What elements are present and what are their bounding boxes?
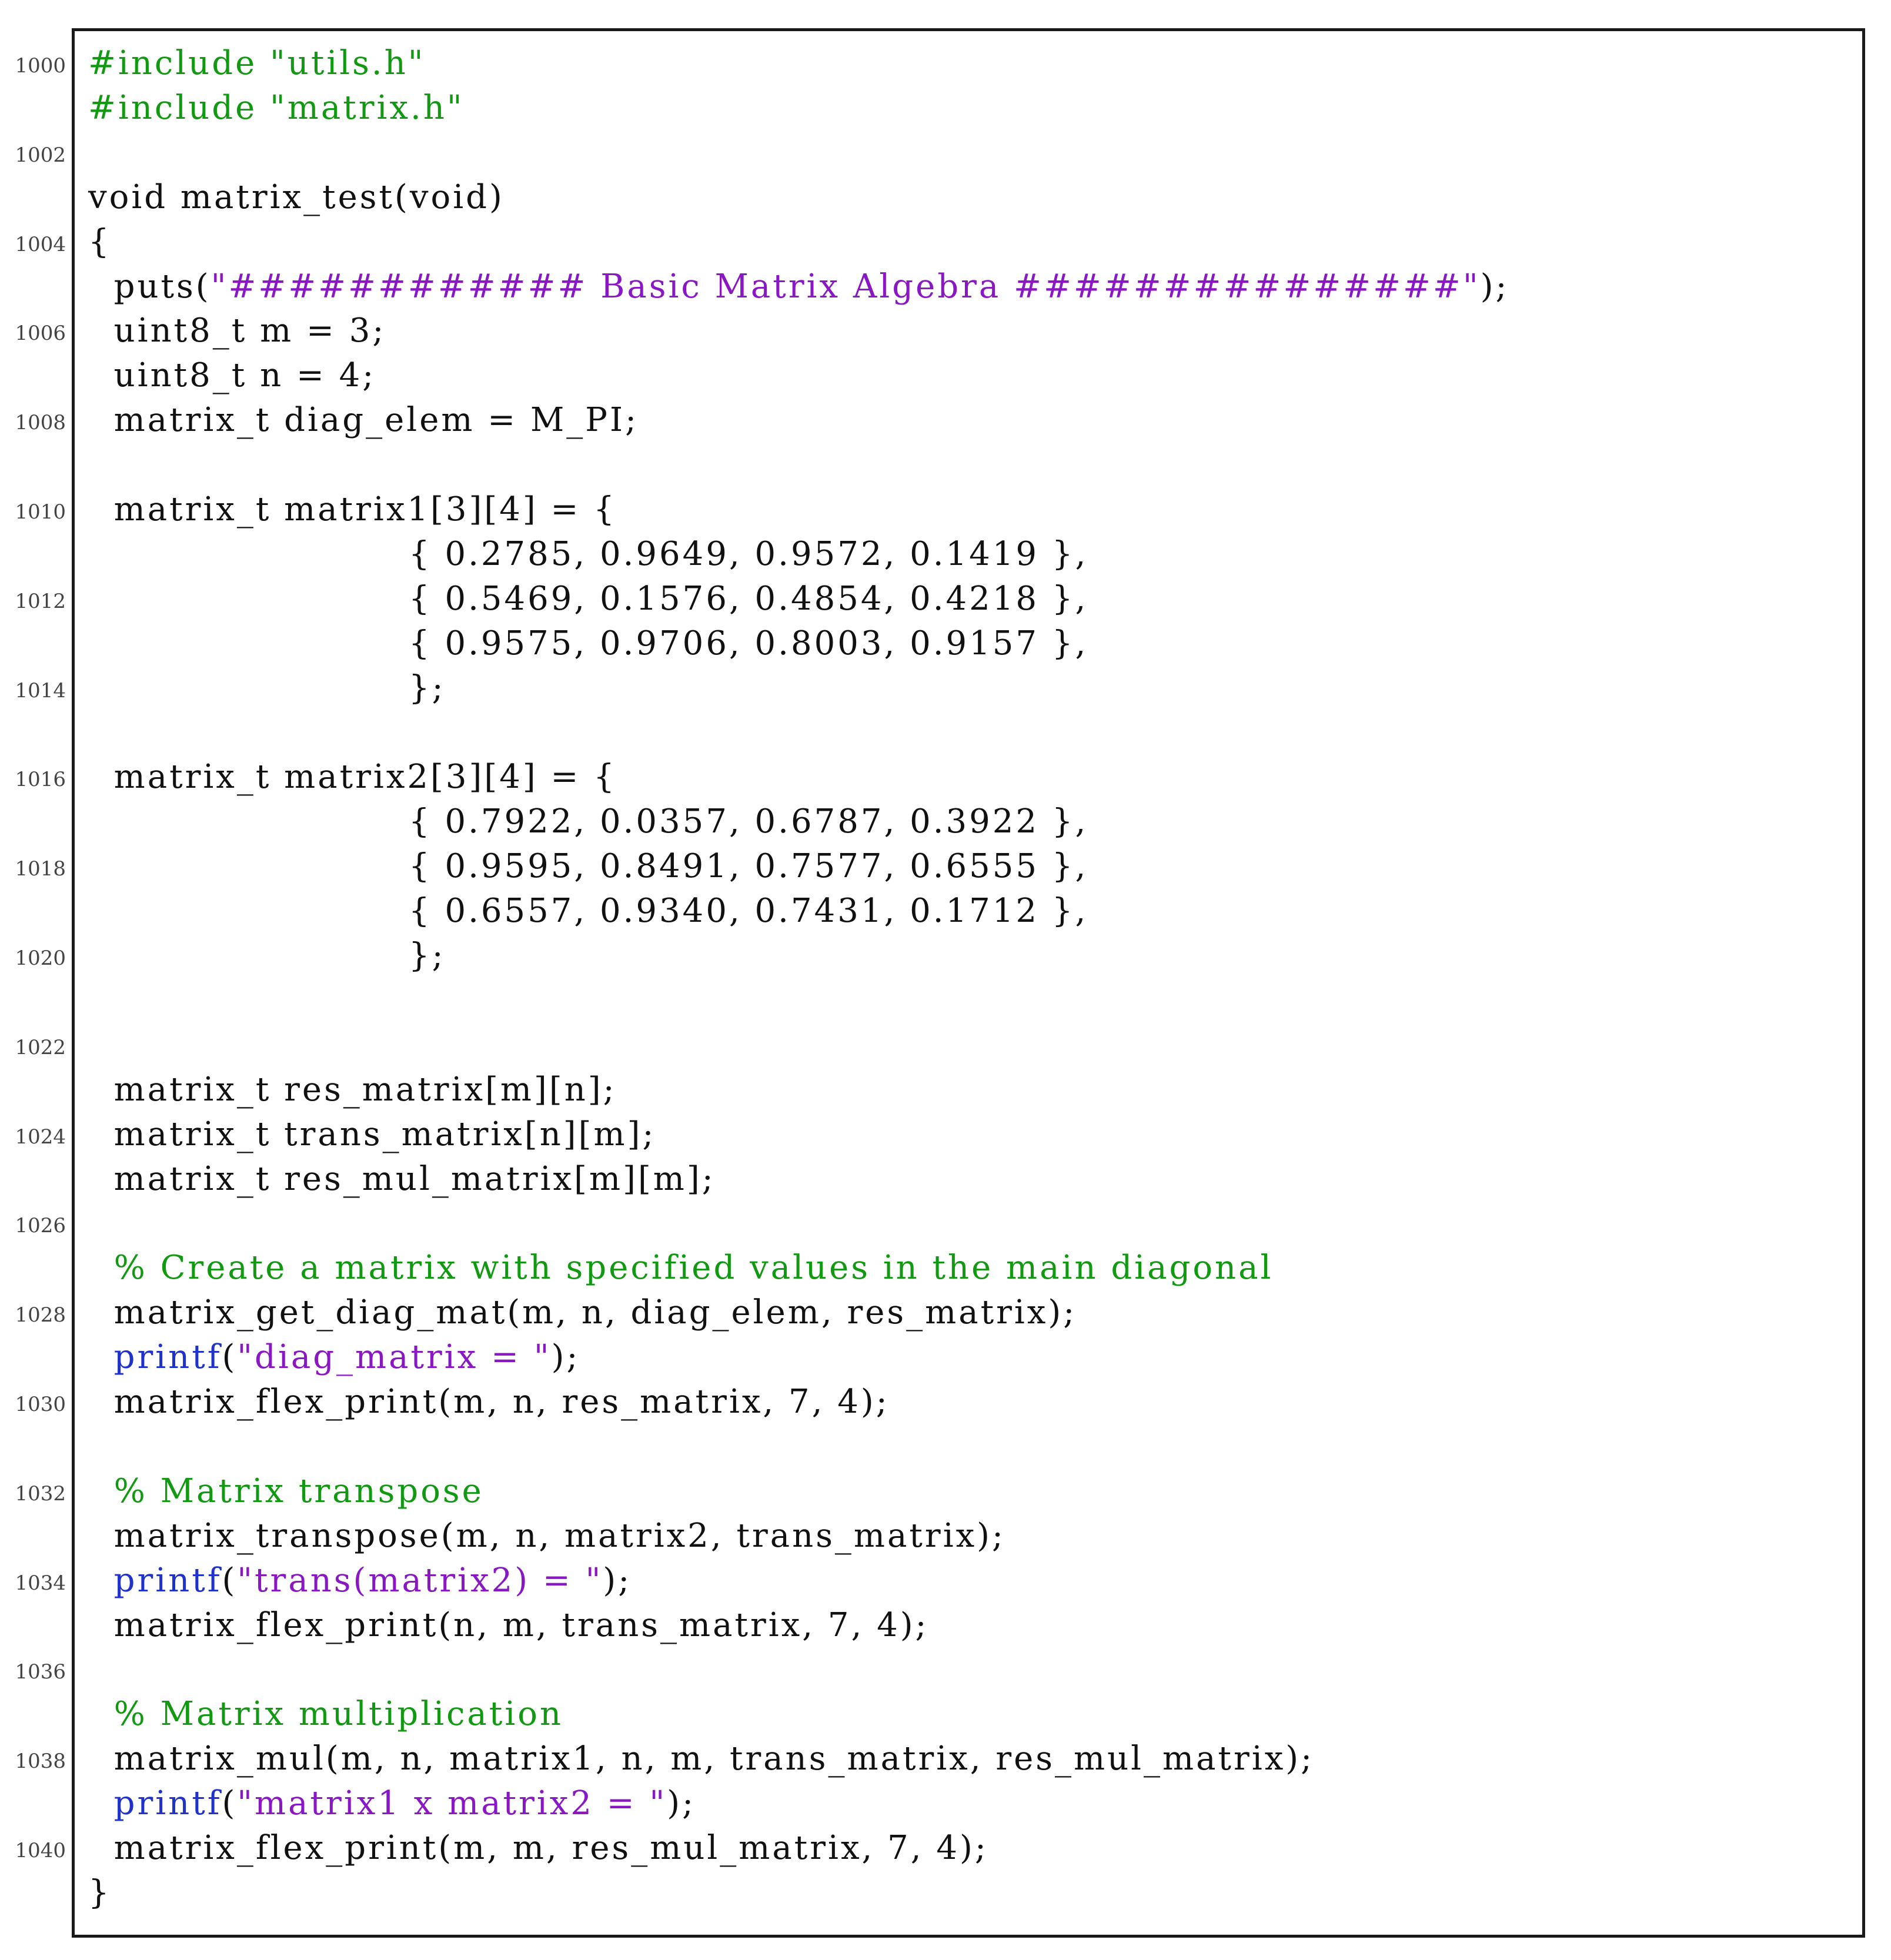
line-code bbox=[88, 1781, 696, 1826]
line-code bbox=[88, 1737, 1314, 1781]
line-code bbox=[88, 265, 1509, 309]
code-line bbox=[0, 487, 1891, 532]
line-number: 1030 bbox=[15, 1393, 66, 1416]
code-token: void matrix_test(void) bbox=[88, 178, 505, 216]
code-line bbox=[0, 41, 1891, 86]
line-number: 1028 bbox=[15, 1303, 66, 1327]
code-token: matrix_t trans_matrix[n][m]; bbox=[88, 1115, 656, 1153]
code-line bbox=[0, 978, 1891, 1023]
code-token: #include bbox=[88, 44, 270, 82]
code-line bbox=[0, 934, 1891, 978]
code-line bbox=[0, 711, 1891, 755]
code-token: matrix_transpose(m, n, matrix2, trans_matrix); bbox=[88, 1516, 1005, 1555]
code-line bbox=[0, 309, 1891, 353]
code-line bbox=[0, 443, 1891, 487]
code-token: { 0.5469, 0.1576, 0.4854, 0.4218 }, bbox=[88, 579, 1088, 618]
code-line bbox=[0, 1469, 1891, 1514]
code-line bbox=[0, 1737, 1891, 1781]
line-code bbox=[88, 1603, 928, 1648]
line-code bbox=[88, 1826, 988, 1871]
code-token: ); bbox=[1480, 267, 1509, 306]
code-token: "matrix1 x matrix2 = " bbox=[237, 1784, 667, 1823]
line-code bbox=[88, 844, 1088, 889]
line-code bbox=[88, 175, 505, 220]
code-token: { 0.7922, 0.0357, 0.6787, 0.3922 }, bbox=[88, 802, 1088, 841]
line-code bbox=[88, 1246, 1273, 1290]
line-number: 1038 bbox=[15, 1750, 66, 1774]
line-code bbox=[88, 934, 446, 978]
line-code bbox=[88, 1068, 617, 1112]
line-code bbox=[88, 1692, 563, 1737]
line-number: 1034 bbox=[15, 1571, 66, 1595]
code-token: matrix_t matrix2[3][4] = { bbox=[88, 758, 617, 797]
line-number: 1024 bbox=[15, 1125, 66, 1149]
code-line bbox=[0, 265, 1891, 309]
line-code bbox=[88, 666, 446, 711]
code-token: ); bbox=[551, 1338, 580, 1377]
code-line bbox=[0, 1246, 1891, 1290]
code-line bbox=[0, 1068, 1891, 1112]
code-line bbox=[0, 1201, 1891, 1246]
code-line bbox=[0, 800, 1891, 844]
line-number: 1040 bbox=[15, 1839, 66, 1862]
code-token: % Matrix multiplication bbox=[88, 1695, 564, 1734]
code-token: matrix_mul(m, n, matrix1, n, m, trans_matrix, res_mul_matrix); bbox=[88, 1740, 1315, 1778]
line-code bbox=[88, 889, 1088, 934]
line-code bbox=[88, 1335, 580, 1380]
line-code bbox=[88, 86, 465, 131]
code-token: uint8_t m = 3; bbox=[88, 312, 386, 350]
code-token: uint8_t n = 4; bbox=[88, 356, 376, 395]
code-line bbox=[0, 1023, 1891, 1068]
code-line bbox=[0, 577, 1891, 621]
code-token: { 0.9575, 0.9706, 0.8003, 0.9157 }, bbox=[88, 624, 1088, 663]
code-token: } bbox=[88, 1873, 112, 1912]
code-line bbox=[0, 398, 1891, 443]
code-line bbox=[0, 131, 1891, 175]
code-token: ); bbox=[667, 1784, 696, 1823]
line-code bbox=[88, 532, 1088, 577]
code-token: printf bbox=[88, 1784, 222, 1823]
line-number: 1012 bbox=[15, 589, 66, 613]
code-line bbox=[0, 1424, 1891, 1469]
line-number: 1004 bbox=[15, 232, 66, 256]
code-line bbox=[0, 1826, 1891, 1871]
line-number: 1032 bbox=[15, 1481, 66, 1506]
code-token: ( bbox=[222, 1561, 238, 1600]
code-line bbox=[0, 1514, 1891, 1558]
code-line bbox=[0, 532, 1891, 577]
line-code bbox=[88, 1871, 112, 1915]
line-code bbox=[88, 1157, 716, 1202]
code-token: matrix_flex_print(m, m, res_mul_matrix, 7, 4); bbox=[88, 1829, 988, 1867]
line-code bbox=[88, 1558, 632, 1603]
code-token: ( bbox=[222, 1784, 238, 1823]
line-number: 1010 bbox=[15, 500, 66, 524]
code-token: ); bbox=[603, 1561, 632, 1600]
code-line bbox=[0, 889, 1891, 934]
code-line bbox=[0, 220, 1891, 265]
code-line bbox=[0, 621, 1891, 666]
code-token: matrix_t res_mul_matrix[m][m]; bbox=[88, 1159, 716, 1198]
line-code bbox=[88, 800, 1088, 844]
code-line bbox=[0, 666, 1891, 711]
line-code bbox=[88, 41, 426, 86]
line-code bbox=[88, 353, 376, 398]
line-number: 1018 bbox=[15, 857, 66, 881]
code-line bbox=[0, 1335, 1891, 1380]
code-token: "diag_matrix = " bbox=[237, 1338, 552, 1377]
code-token: "trans(matrix2) = " bbox=[237, 1561, 603, 1600]
line-number: 1008 bbox=[15, 411, 66, 435]
code-line bbox=[0, 1781, 1891, 1826]
code-token: printf bbox=[88, 1338, 222, 1377]
code-token: matrix_t matrix1[3][4] = { bbox=[88, 490, 617, 529]
line-code bbox=[88, 1469, 484, 1514]
code-line bbox=[0, 1112, 1891, 1157]
code-line bbox=[0, 175, 1891, 220]
code-token: matrix_t diag_elem = M_PI; bbox=[88, 401, 639, 440]
code-token: "matrix.h" bbox=[270, 88, 465, 127]
code-line bbox=[0, 844, 1891, 889]
code-token: matrix_get_diag_mat(m, n, diag_elem, res_matrix); bbox=[88, 1293, 1077, 1332]
line-code bbox=[88, 1290, 1077, 1335]
code-token: "############ Basic Matrix Algebra ###############" bbox=[211, 267, 1481, 306]
code-token: % Create a matrix with specified values in the main diagonal bbox=[88, 1249, 1274, 1287]
line-number: 1022 bbox=[15, 1035, 66, 1059]
line-number: 1002 bbox=[15, 143, 66, 167]
line-number: 1016 bbox=[15, 768, 66, 792]
code-line bbox=[0, 1603, 1891, 1648]
code-token: #include bbox=[88, 88, 270, 127]
line-number: 1036 bbox=[15, 1660, 66, 1684]
line-code bbox=[88, 309, 386, 353]
line-code bbox=[88, 1380, 890, 1424]
code-line bbox=[0, 1692, 1891, 1737]
line-code bbox=[88, 755, 617, 800]
code-line bbox=[0, 1558, 1891, 1603]
code-line bbox=[0, 1290, 1891, 1335]
code-token: printf bbox=[88, 1561, 222, 1600]
line-code bbox=[88, 487, 617, 532]
code-line bbox=[0, 1157, 1891, 1202]
line-code bbox=[88, 621, 1088, 666]
code-line bbox=[0, 1380, 1891, 1424]
code-line bbox=[0, 1647, 1891, 1692]
line-code bbox=[88, 398, 639, 443]
code-line bbox=[0, 755, 1891, 800]
line-number: 1000 bbox=[15, 54, 66, 78]
line-code bbox=[88, 1514, 1005, 1558]
line-number: 1014 bbox=[15, 678, 66, 703]
code-token: % Matrix transpose bbox=[88, 1471, 484, 1510]
code-token: { 0.6557, 0.9340, 0.7431, 0.1712 }, bbox=[88, 892, 1088, 931]
line-number: 1006 bbox=[15, 322, 66, 346]
code-line bbox=[0, 86, 1891, 131]
code-token: ( bbox=[222, 1338, 238, 1377]
code-token: { 0.2785, 0.9649, 0.9572, 0.1419 }, bbox=[88, 534, 1088, 573]
line-code bbox=[88, 1112, 656, 1157]
line-number: 1020 bbox=[15, 946, 66, 970]
line-code bbox=[88, 220, 112, 265]
code-token: }; bbox=[88, 936, 446, 975]
code-token: { bbox=[88, 222, 112, 261]
code-token: { 0.9595, 0.8491, 0.7577, 0.6555 }, bbox=[88, 847, 1088, 886]
code-token: puts( bbox=[88, 267, 211, 306]
code-line bbox=[0, 1871, 1891, 1915]
line-number: 1026 bbox=[15, 1214, 66, 1238]
code-token: "utils.h" bbox=[270, 44, 426, 82]
code-token: matrix_flex_print(m, n, res_matrix, 7, 4); bbox=[88, 1383, 890, 1421]
code-token: matrix_t res_matrix[m][n]; bbox=[88, 1070, 617, 1109]
code-token: }; bbox=[88, 668, 446, 707]
code-token: matrix_flex_print(n, m, trans_matrix, 7, 4); bbox=[88, 1606, 929, 1644]
code-line bbox=[0, 353, 1891, 398]
line-code bbox=[88, 577, 1088, 621]
